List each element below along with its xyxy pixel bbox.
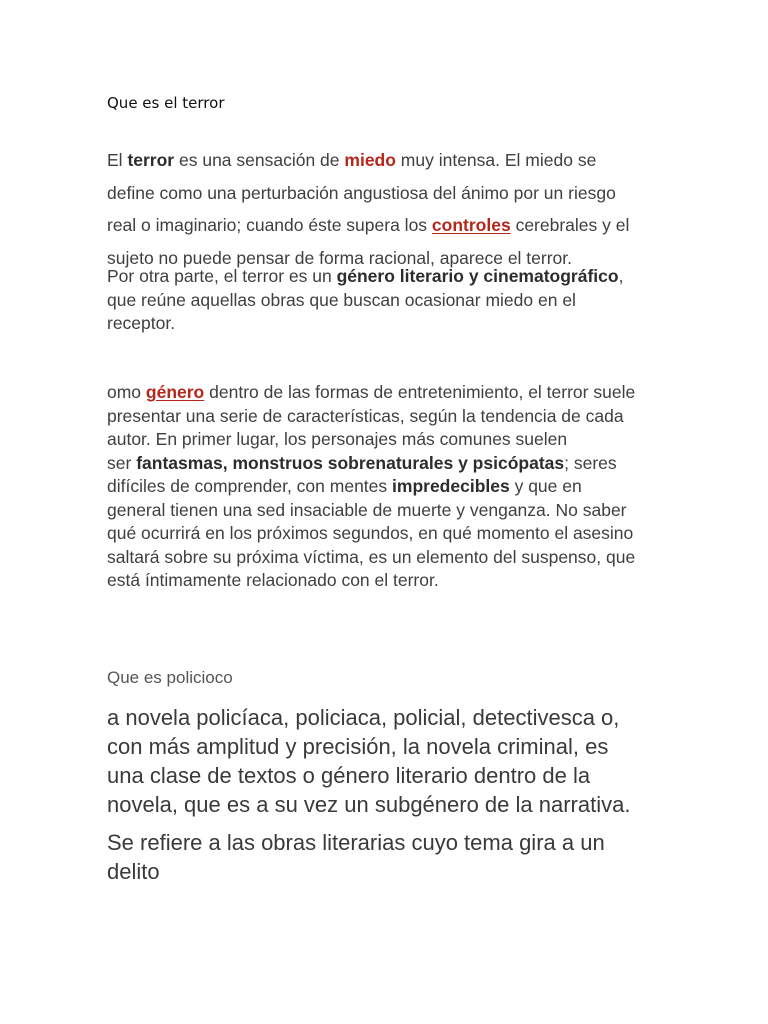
text-line	[107, 452, 667, 476]
text-run: muy intensa. El miedo se	[395, 150, 597, 170]
paragraph-policiaco-theme	[107, 828, 667, 886]
paragraph-policiaco-definition	[107, 703, 667, 819]
text-line: a novela policíaca, policiaca, policial, detectivesca o,	[107, 705, 620, 730]
text-run: dentro de las formas de entretenimiento, el terror suele	[204, 382, 636, 402]
text-run: El	[107, 150, 128, 170]
text-run: ,	[618, 266, 624, 286]
text-line	[107, 209, 667, 242]
text-line: Se refiere a las obras literarias cuyo tema gira a un	[107, 830, 605, 855]
bold-term-genero-literario: género literario y cinematográfico	[336, 266, 619, 286]
highlight-term-miedo: miedo	[344, 150, 396, 170]
link-genero[interactable]: género	[145, 382, 205, 402]
text-line: que reúne aquellas obras que buscan ocasionar miedo en el	[107, 289, 576, 310]
text-line: receptor.	[107, 313, 176, 333]
text-run: es una sensación de	[174, 150, 345, 170]
text-line: define como una perturbación angustiosa del ánimo por un riesgo	[107, 182, 616, 203]
text-run: ser	[107, 452, 137, 473]
text-line	[107, 265, 667, 289]
heading-policiaco: Que es policioco	[107, 668, 233, 687]
text-line	[107, 144, 667, 177]
paragraph-terror-definition	[107, 144, 667, 274]
bold-term-personajes: fantasmas, monstruos sobrenaturales y psicópatas	[136, 452, 565, 473]
link-controles[interactable]: controles	[431, 215, 511, 235]
text-line: delito	[107, 859, 160, 884]
text-run: ; seres	[564, 452, 617, 473]
text-line: novela, que es a su vez un subgénero de la narrativa.	[107, 792, 631, 817]
text-line: con más amplitud y precisión, la novela criminal, es	[107, 734, 609, 759]
text-line	[107, 475, 667, 499]
bold-term-impredecibles: impredecibles	[392, 476, 510, 496]
text-line: está íntimamente relacionado con el terror.	[107, 570, 439, 590]
text-run: real o imaginario; cuando éste supera los	[107, 215, 432, 235]
paragraph-terror-genre	[107, 265, 667, 336]
bold-term-terror: terror	[127, 150, 175, 170]
text-run: y que en	[509, 476, 582, 496]
heading-terror: Que es el terror	[107, 94, 225, 112]
text-line: autor. En primer lugar, los personajes más comunes suelen	[107, 429, 568, 449]
text-run: cerebrales y el	[510, 215, 630, 235]
text-line: saltará sobre su próxima víctima, es un elemento del suspenso, que	[107, 546, 636, 567]
text-line: general tienen una sed insaciable de muerte y venganza. No saber	[107, 499, 627, 520]
text-line: una clase de textos o género literario dentro de la	[107, 763, 591, 788]
text-line: presentar una serie de características, según la tendencia de cada	[107, 405, 624, 426]
text-run: omo	[107, 382, 146, 402]
text-line	[107, 381, 667, 405]
text-line: qué ocurrirá en los próximos segundos, en qué momento el asesino	[107, 523, 634, 543]
text-run: difíciles de comprender, con mentes	[107, 476, 393, 496]
text-run: Por otra parte, el terror es un	[107, 266, 337, 286]
paragraph-terror-characteristics	[107, 381, 667, 593]
text-line: sujeto no puede pensar de forma racional, aparece el terror.	[107, 247, 573, 268]
